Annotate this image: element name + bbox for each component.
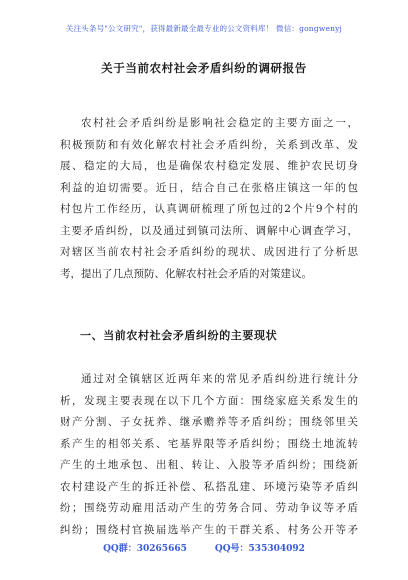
contact-footer bbox=[0, 541, 408, 554]
paragraph-line: 主要矛盾纠纷，以及通过到镇司法所、调解中心调查学习， bbox=[60, 224, 358, 237]
paragraph-line: 村包片工作经历，认真调研梳理了所包过的2个片9个村的 bbox=[60, 203, 358, 215]
promo-banner: 关注头条号"公文研究"，获得最新最全最专业的公文资料库！ 微信：gongwenyj bbox=[65, 24, 343, 33]
paragraph-line: 展、稳定的大局，也是确保农村稳定发展、维护农民切身 bbox=[60, 160, 358, 172]
intro-paragraph bbox=[60, 113, 358, 285]
paragraph-line: 农村社会矛盾纠纷是影响社会稳定的主要方面之一， bbox=[81, 117, 358, 129]
paragraph-line: 系产生的相邻关系、宅基界限等矛盾纠纷；围绕土地流转 bbox=[60, 437, 358, 450]
section-heading: 一、当前农村社会矛盾纠纷的主要现状 bbox=[80, 329, 278, 342]
paragraph-line: 析，发现主要表现在以下几个方面：围绕家庭关系发生的 bbox=[60, 394, 358, 407]
document-title: 关于当前农村社会矛盾纠纷的调研报告 bbox=[101, 61, 307, 75]
paragraph-line: 积极预防和有效化解农村社会矛盾纠纷，关系到改革、发 bbox=[60, 138, 358, 151]
paragraph-line: 利益的迫切需要。近日，结合自己在张格庄镇这一年的包 bbox=[60, 181, 358, 194]
section-paragraph bbox=[60, 369, 358, 541]
paragraph-line: 纷；围绕劳动雇用活动产生的劳务合同、劳动争议等矛盾 bbox=[60, 502, 358, 514]
paragraph-line: 财产分割、子女抚养、继承赡养等矛盾纠纷；围绕邻里关 bbox=[60, 416, 358, 428]
paragraph-line: 产生的土地承包、出租、转让、入股等矛盾纠纷；围绕新 bbox=[60, 459, 358, 471]
paragraph-line: 对辖区当前农村社会矛盾纠纷的现状、成因进行了分析思 bbox=[60, 246, 358, 258]
paragraph-line: 农村建设产生的拆迁补偿、私搭乱建、环境污染等矛盾纠 bbox=[60, 480, 358, 493]
qq-group-text: QQ群：30265665 bbox=[103, 544, 187, 554]
paragraph-line: 通过对全镇辖区近两年来的常见矛盾纠纷进行统计分 bbox=[81, 373, 358, 385]
paragraph-line: 考，提出了几点预防、化解农村社会矛盾的对策建议。 bbox=[60, 267, 312, 280]
paragraph-line: 纠纷；围绕村官换届选举产生的干群关系、村务公开等矛 bbox=[60, 523, 358, 536]
qq-number-text: QQ号：535304092 bbox=[214, 544, 305, 554]
